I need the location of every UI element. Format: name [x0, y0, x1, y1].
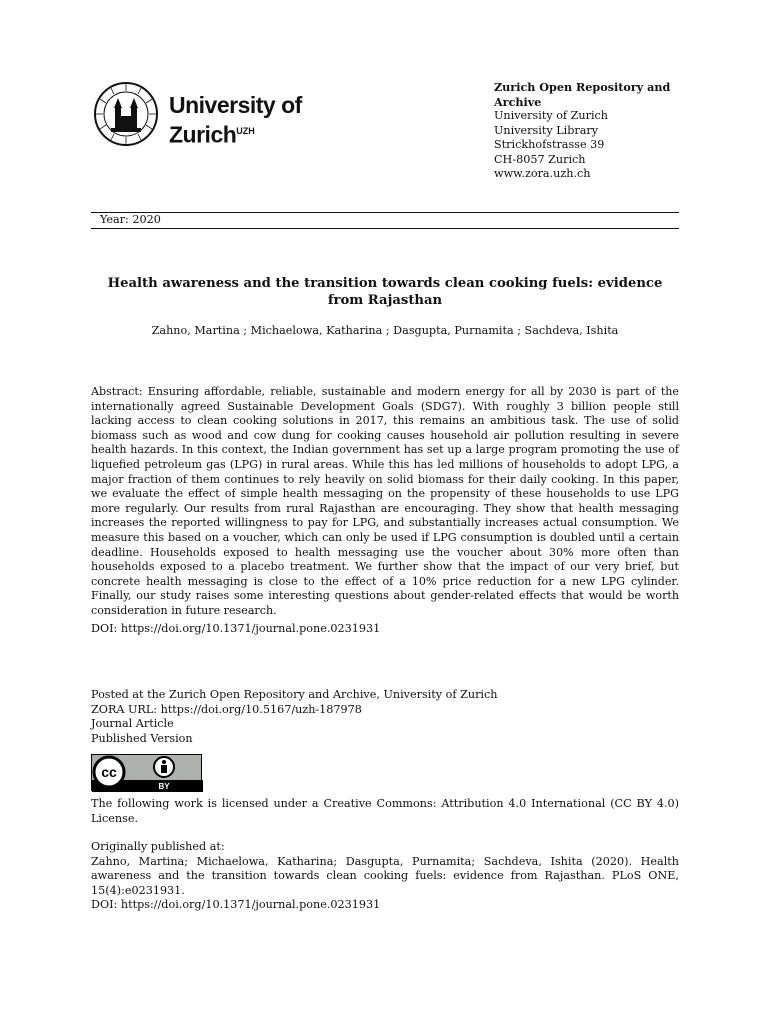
university-suffix: UZH — [236, 126, 255, 136]
repository-line: CH-8057 Zurich — [494, 152, 586, 166]
repository-line: Strickhofstrasse 39 — [494, 138, 605, 151]
originally-published — [91, 840, 679, 913]
paper-title-line2: from Rajasthan — [327, 293, 443, 308]
repository-title: Zurich Open Repository and Archive — [494, 80, 671, 109]
posted-at: Posted at the Zurich Open Repository and Archive, University of Zurich — [91, 688, 498, 701]
university-name-line2: Zurich — [169, 121, 237, 148]
citation: Zahno, Martina; Michaelowa, Katharina; Dasgupta, Purnamita; Sachdeva, Ishita (2020). Health awareness and the transition towards clean cooking fuels: evidence from Rajasthan. PLoS ONE, 15(4):e0231931. — [91, 854, 679, 897]
posting-info — [91, 688, 679, 746]
university-seal-icon — [93, 80, 163, 150]
paper-title-line1: Health awareness and the transition towards clean cooking fuels: evidence — [107, 276, 663, 291]
paper-authors: Zahno, Martina ; Michaelowa, Katharina ; Dasgupta, Purnamita ; Sachdeva, Ishita — [151, 324, 619, 337]
citation-doi[interactable]: DOI: https://doi.org/10.1371/journal.pone.0231931 — [91, 898, 381, 912]
paper-title — [91, 275, 679, 309]
license-text: The following work is licensed under a Creative Commons: Attribution 4.0 International (CC BY 4.0) License. — [91, 797, 679, 825]
zora-url[interactable]: ZORA URL: https://doi.org/10.5167/uzh-187978 — [91, 702, 362, 716]
by-badge-label: BY — [158, 782, 170, 791]
repository-line: University Library — [494, 123, 599, 137]
university-logo — [93, 80, 323, 150]
originally-published-heading: Originally published at: — [91, 840, 225, 853]
attribution-icon — [154, 757, 174, 777]
publication-version: Published Version — [91, 731, 193, 745]
cc-badge-label: cc — [101, 764, 117, 780]
paper-doi[interactable]: DOI: https://doi.org/10.1371/journal.pone.0231931 — [91, 622, 381, 635]
repository-line: University of Zurich — [494, 109, 608, 122]
repository-info — [494, 80, 694, 182]
repository-url[interactable]: www.zora.uzh.ch — [494, 167, 591, 180]
university-name-line1: University of — [169, 92, 302, 118]
cc-by-badge[interactable] — [91, 754, 202, 791]
paper-abstract: Abstract: Ensuring affordable, reliable, sustainable and modern energy for all by 2030 is part of the internationally agreed Sustainable Development Goals (SDG7). With roughly 3 billion people still lacking access to clean cooking solutions in 2017, this remains an ambitious task. The use of solid biomass such as wood and cow dung for cooking causes household air pollution resulting in severe health hazards. In this context, the Indian government has set up a large program promoting the use of liquefied petroleum gas (LPG) in rural areas. While this has led millions of households to adopt LPG, a major fraction of them continues to rely heavily on solid biomass for their daily cooking. In this paper, we evaluate the effect of simple health messaging on the propensity of these households to use LPG more regularly. Our results from rural Rajasthan are encouraging. They show that health messaging increases the reported willingness to pay for LPG, and substantially increases actual consumption. We measure this based on a voucher, which can only be used if LPG consumption is doubled until a certain deadline. Households exposed to health messaging use the voucher about 30% more often than households exposed to a placebo treatment. We further show that the impact of our very brief, but concrete health messaging is close to the effect of a 10% price reduction for a new LPG cylinder. Finally, our study raises some interesting questions about gender-related effects that would be worth consideration in future research. — [91, 385, 679, 617]
publication-type: Journal Article — [91, 717, 174, 731]
year-label: Year: 2020 — [100, 213, 161, 226]
divider-bottom — [91, 228, 679, 229]
divider-top — [91, 212, 679, 213]
university-name — [169, 92, 302, 148]
